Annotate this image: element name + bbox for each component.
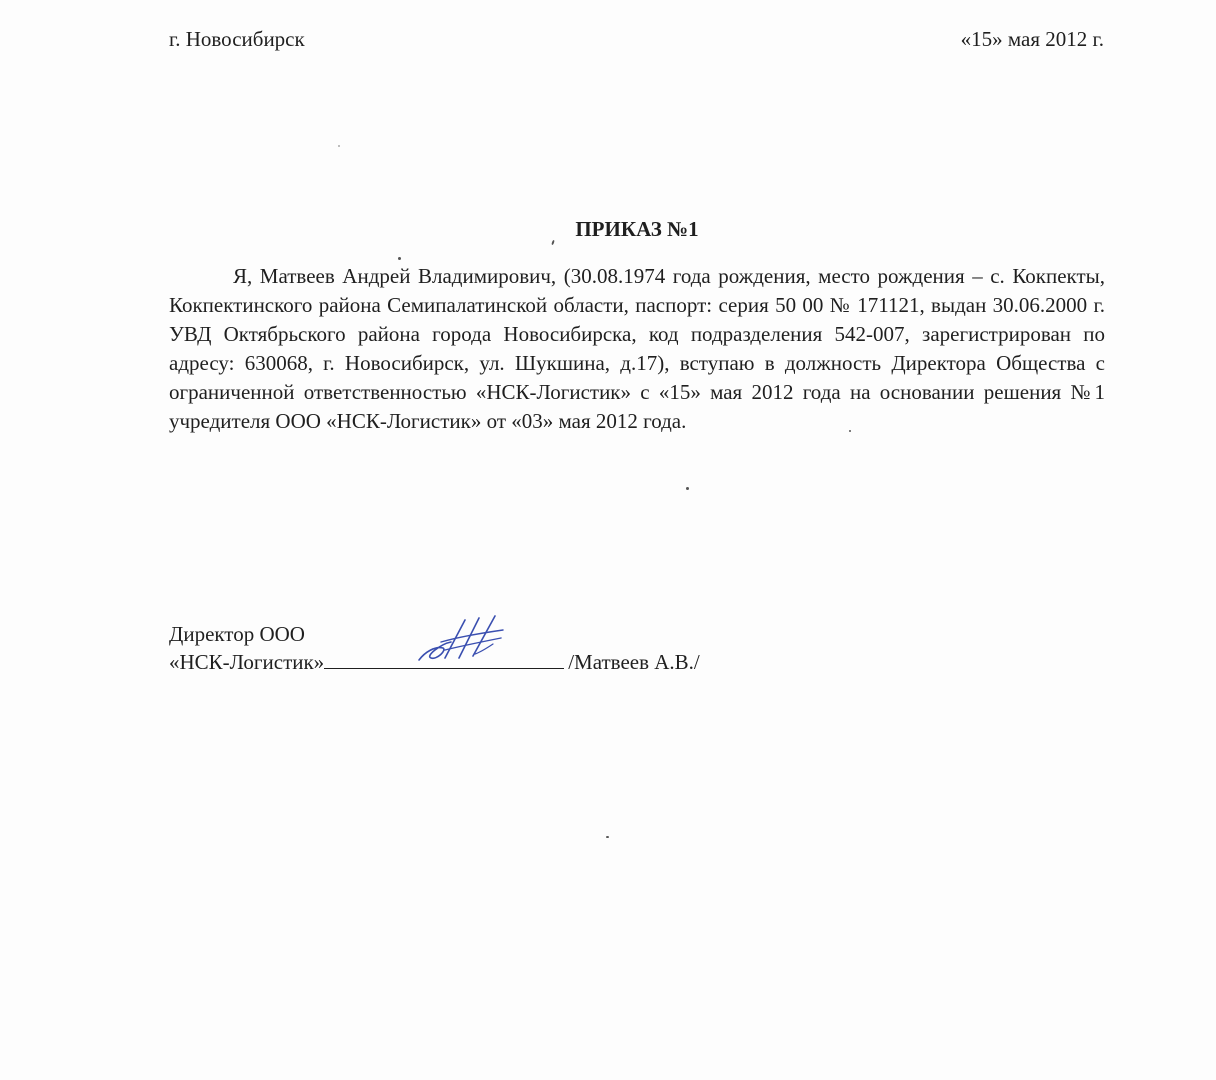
signer-name: /Матвеев А.В./ — [568, 650, 700, 674]
scan-speck — [849, 430, 851, 432]
scan-speck — [686, 487, 689, 490]
handwritten-signature — [415, 608, 510, 666]
order-body-text: Я, Матвеев Андрей Владимирович, (30.08.1974 года рождения, место рождения – с. Кокпекты, Кокпектинского района Семипалатинской области, паспорт: серия 50 00 № 171121, выдан 30.06.2000 г. УВД Октябрьского района города Новосибирска, код подразделения 542-007, зарегистрирован по адресу: 630068, г. Новосибирск, ул. Шукшина, д.17), вступаю в должность Директора Общества с ограниченной ответственностью «НСК-Логистик» с «15» мая 2012 года на основании решения №1 учредителя ООО «НСК-Логистик» от «03» мая 2012 года. — [169, 264, 1105, 433]
signer-position-line2: «НСК-Логистик» — [169, 650, 325, 674]
signer-position-line1: Директор ООО — [169, 622, 305, 646]
document-city: г. Новосибирск — [169, 27, 305, 51]
document-date: «15» мая 2012 г. — [960, 27, 1104, 51]
scan-speck — [606, 836, 609, 838]
document-title: ПРИКАЗ №1 — [575, 217, 699, 241]
scan-speck — [338, 145, 340, 147]
scan-speck — [398, 257, 401, 260]
